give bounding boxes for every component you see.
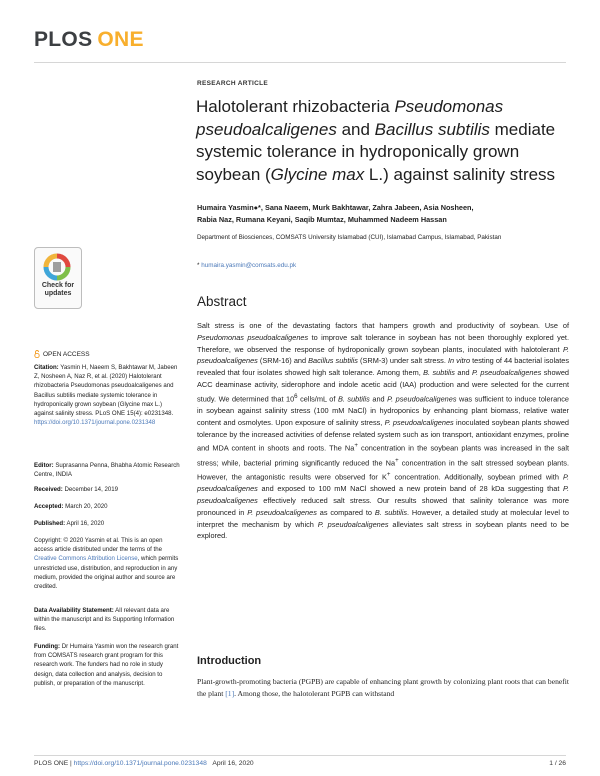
reference-link[interactable]: [1] xyxy=(225,688,235,698)
introduction-text: Plant-growth-promoting bacteria (PGPB) are capable of enhancing plant growth by colonizing plant roots that can benefit the plant [1]. Among those, the halotolerant PGPB can withstand xyxy=(197,677,569,698)
cc-license-link[interactable]: Creative Commons Attribution License xyxy=(34,555,138,563)
funding-block: Funding: Dr Humaira Yasmin won the research grant from COMSATS research grant program for this research work. The funders had no role in study design, data collection and analysis, decision to publish, or preparation of the manuscript. xyxy=(34,643,179,687)
logo-one: ONE xyxy=(97,28,144,51)
affiliation: Department of Biosciences, COMSATS University Islamabad (CUI), Islamabad Campus, Islamabad, Pakistan xyxy=(197,234,502,241)
article-title: Halotolerant rhizobacteria Pseudomonas pseudoalcaligenes and Bacillus subtilis mediate systemic tolerance in hydroponically grown soybean (Glycine max L.) against salinity stress xyxy=(196,97,556,184)
abstract-heading: Abstract xyxy=(197,294,247,309)
abstract-text: Salt stress is one of the devastating factors that hampers growth and productivity of soybean. Use of Pseudomonas pseudoalcaligenes to improve salt tolerance in soybean has not been thoroughly explored yet. Therefore, we observed the response of hydroponically grown soybean plants, inoculated with halotolerant P. pseudoalcaligenes (SRM-16) and Bacillus subtilis (SRM-3) under salt stress. In vitro testing of 44 bacterial isolates revealed that four isolates showed high salt tolerance. Among them, B. subtilis and P. pseudoalcaligenes showed ACC deaminase activity, siderophore and indole acetic acid (IAA) production and were selected for the current study. We determined that $10^6$ cells/mL of B. subtilis and P. pseudoalcaligenes was sufficient to induce tolerance in soybean against salinity stress (100 mM NaCl) in hydroponics by enhancing plant biomass, relative water content and osmolytes. Upon exposure of salinity stress, P. pseudoalcaligenes inoculated soybean plants showed tolerance by the increased activities of defense related system such as ion transport, antioxidant enzymes, proline and MDA content in shoots and roots. The Na+ concentration in the soybean plants was increased in the salt stress; while, bacterial priming significantly reduced the Na+ concentration in the salt stressed soybean plants. However, the antagonistic results were observed for K+ concentration. Additionally, soybean primed with P. pseudoalcaligenes and exposed to 100 mM NaCl showed a new protein band of 28 kDa suggesting that P. pseudoalcaligenes effectively reduced salt stress. Our results showed that salinity tolerance was more pronounced in P. pseudoalcaligenes as compared to B. subtilis. However, a detailed study at molecular level to interpret the mechanism by which P. pseudoalcaligenes alleviates salt stress in soybean plants need to be explored. xyxy=(197,321,570,541)
corresponding-email[interactable]: * humaira.yasmin@comsats.edu.pk xyxy=(197,262,297,269)
footer-divider xyxy=(34,755,566,756)
page-number: 1 / 26 xyxy=(549,760,566,767)
introduction-heading: Introduction xyxy=(197,655,262,667)
check-for-updates-badge[interactable] xyxy=(34,247,82,309)
open-lock-icon xyxy=(34,350,40,358)
copyright-block: Copyright: © 2020 Yasmin et al. This is an open access article distributed under the terms of the Creative Commons Attribution License, which permits unrestricted use, distribution, and reproduction in any medium, provided the original author and source are credited. xyxy=(34,537,179,591)
author-list: Humaira Yasmin●*, Sana Naeem, Murk Bakhtawar, Zahra Jabeen, Asia Nosheen, Rabia Naz, Rumana Keyani, Saqib Mumtaz, Muhammed Nadeem Hassan xyxy=(197,203,474,224)
citation-doi-link[interactable]: https://doi.org/10.1371/journal.pone.0231348 xyxy=(34,419,156,427)
data-availability-block: Data Availability Statement: All relevant data are within the manuscript and its Supporting Information files. xyxy=(34,607,175,633)
published-block: Published: April 16, 2020 xyxy=(34,520,105,527)
article-type-label: RESEARCH ARTICLE xyxy=(197,80,269,87)
received-block: Received: December 14, 2019 xyxy=(34,486,119,493)
accepted-block: Accepted: March 20, 2020 xyxy=(34,503,108,510)
crossmark-icon xyxy=(43,253,71,281)
crossmark-label: Check for updates xyxy=(41,282,75,297)
citation-block: Citation: Yasmin H, Naeem S, Bakhtawar M, Jabeen Z, Nosheen A, Naz R, et al. (2020) Halotolerant rhizobacteria Pseudomonas pseudoalcaligenes and Bacillus subtilis mediate systemic tolerance in hydroponically grown soybean (Glycine max L.) against salinity stress. PLoS ONE 15(4): e0231348. https://doi.org/10.1371/journal.pone.0231348 xyxy=(34,364,178,427)
plos-one-logo[interactable] xyxy=(34,28,144,52)
open-access-label: OPEN ACCESS xyxy=(34,350,90,358)
footer-citation: PLOS ONE | https://doi.org/10.1371/journal.pone.0231348 April 16, 2020 xyxy=(34,760,254,767)
page-footer xyxy=(34,760,566,767)
logo-plos: PLOS xyxy=(34,28,93,51)
header-divider xyxy=(34,62,566,63)
editor-block: Editor: Suprasanna Penna, Bhabha Atomic Research Centre, INDIA xyxy=(34,462,180,479)
footer-doi-link[interactable]: https://doi.org/10.1371/journal.pone.0231348 xyxy=(73,760,207,767)
footer-date: April 16, 2020 xyxy=(212,760,254,767)
